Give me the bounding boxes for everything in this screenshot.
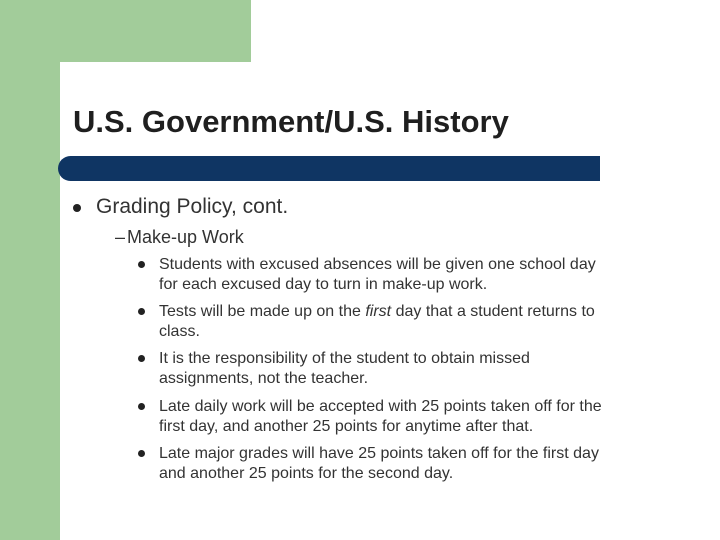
list-item-text-line2: first day, and another 25 points for anytime after that. — [159, 418, 534, 435]
slide-title: U.S. Government/U.S. History — [73, 104, 509, 139]
list-item — [159, 444, 669, 484]
list-item-text-pre: Tests will be made up on the — [159, 303, 366, 320]
list-item — [159, 302, 669, 342]
bullet-dot-icon — [138, 261, 145, 268]
list-item — [159, 255, 669, 295]
list-item-text-post: day that a student returns to — [391, 303, 595, 320]
list-item-text-line1: Late major grades will have 25 points taken off for the first day — [159, 445, 599, 462]
list-item-text-line1: Students with excused absences will be given one school day — [159, 256, 596, 273]
bullet-dot-icon — [73, 204, 81, 212]
list-item-text-line1: Late daily work will be accepted with 25 points taken off for the — [159, 398, 602, 415]
bullet-level1-text: Grading Policy, cont. — [96, 195, 289, 218]
bullet-dot-icon — [138, 308, 145, 315]
list-item — [159, 397, 669, 437]
list-item-text-line2: class. — [159, 323, 200, 340]
bullet-dot-icon — [138, 450, 145, 457]
decor-green-left-band — [0, 0, 60, 540]
dash-bullet-icon: – — [115, 227, 126, 247]
list-item-text-line2: for each excused day to turn in make-up work. — [159, 276, 488, 293]
list-item-text-line1: It is the responsibility of the student to obtain missed — [159, 350, 530, 367]
list-item — [159, 349, 669, 389]
bullet-level2-text: Make-up Work — [127, 227, 244, 247]
list-item-text-emphasis: first — [365, 303, 392, 320]
list-item-text-line2: and another 25 points for the second day. — [159, 465, 454, 482]
bullet-dot-icon — [138, 403, 145, 410]
bullet-dot-icon — [138, 355, 145, 362]
title-rule-bar — [58, 156, 600, 181]
list-item-text-line2: assignments, not the teacher. — [159, 370, 369, 387]
